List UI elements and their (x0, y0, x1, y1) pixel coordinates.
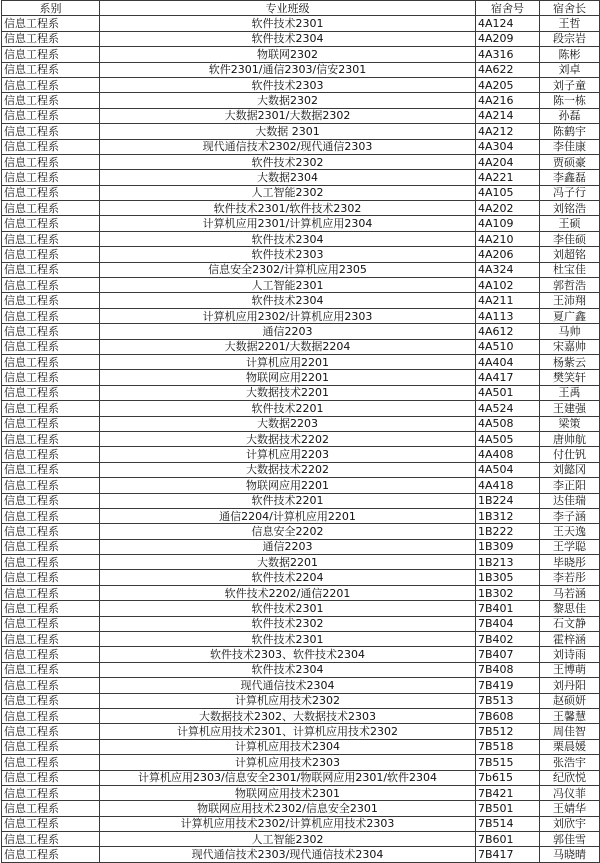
department-cell: 信息工程系 (2, 385, 100, 400)
class-cell: 计算机应用2301/计算机应用2304 (100, 216, 476, 231)
table-row (2, 755, 600, 770)
department-cell: 信息工程系 (2, 462, 100, 477)
table-row (2, 139, 600, 154)
class-cell: 物联网2302 (100, 47, 476, 62)
dorm-head-cell: 王博萌 (540, 662, 600, 677)
department-cell: 信息工程系 (2, 555, 100, 570)
table-row (2, 62, 600, 77)
class-cell: 软件技术2304 (100, 662, 476, 677)
class-cell: 大数据2301/大数据2302 (100, 108, 476, 123)
class-cell: 现代通信技术2303/现代通信技术2304 (100, 847, 476, 862)
dorm-head-cell: 杨紫云 (540, 354, 600, 369)
department-cell: 信息工程系 (2, 370, 100, 385)
class-cell: 大数据2201 (100, 555, 476, 570)
class-cell: 软件技术2304 (100, 31, 476, 46)
table-row (2, 431, 600, 446)
class-cell: 软件技术2302 (100, 154, 476, 169)
department-cell: 信息工程系 (2, 755, 100, 770)
class-cell: 大数据技术2302、大数据技术2303 (100, 708, 476, 723)
dorm-head-cell: 达佳瑞 (540, 493, 600, 508)
class-cell: 软件技术2303、软件技术2304 (100, 647, 476, 662)
department-cell: 信息工程系 (2, 124, 100, 139)
dorm-head-cell: 石文静 (540, 616, 600, 631)
department-cell: 信息工程系 (2, 339, 100, 354)
table-row (2, 170, 600, 185)
dorm-head-cell: 唐帅航 (540, 431, 600, 446)
department-cell: 信息工程系 (2, 493, 100, 508)
department-cell: 信息工程系 (2, 832, 100, 847)
table-row (2, 201, 600, 216)
department-cell: 信息工程系 (2, 139, 100, 154)
table-row (2, 293, 600, 308)
department-cell: 信息工程系 (2, 647, 100, 662)
room-cell: 7B514 (476, 816, 540, 831)
class-cell: 大数据技术2202 (100, 462, 476, 477)
table-row (2, 785, 600, 800)
room-cell: 4A408 (476, 447, 540, 462)
class-cell: 软件技术2304 (100, 231, 476, 246)
room-cell: 4A501 (476, 385, 540, 400)
class-cell: 软件技术2201 (100, 493, 476, 508)
table-row (2, 354, 600, 369)
dorm-head-cell: 夏广鑫 (540, 308, 600, 323)
dorm-head-cell: 贾硕豪 (540, 154, 600, 169)
table-row (2, 739, 600, 754)
table-row (2, 508, 600, 523)
table-row (2, 124, 600, 139)
class-cell: 大数据2302 (100, 93, 476, 108)
class-cell: 软件技术2202/通信2201 (100, 585, 476, 600)
dorm-head-cell: 郭佳雪 (540, 832, 600, 847)
room-cell: 7B608 (476, 708, 540, 723)
room-cell: 7B513 (476, 693, 540, 708)
table-row (2, 724, 600, 739)
room-cell: 4A216 (476, 93, 540, 108)
table-row (2, 770, 600, 785)
dorm-head-cell: 冯子行 (540, 185, 600, 200)
department-cell: 信息工程系 (2, 324, 100, 339)
dorm-head-cell: 王禹 (540, 385, 600, 400)
table-row (2, 108, 600, 123)
dorm-head-cell: 王建强 (540, 401, 600, 416)
column-header-department: 系别 (2, 1, 100, 16)
room-cell: 4A212 (476, 124, 540, 139)
table-row (2, 555, 600, 570)
dorm-head-cell: 杜宝佳 (540, 262, 600, 277)
department-cell: 信息工程系 (2, 724, 100, 739)
class-cell: 计算机应用2203 (100, 447, 476, 462)
room-cell: 4A205 (476, 77, 540, 92)
department-cell: 信息工程系 (2, 524, 100, 539)
table-row (2, 801, 600, 816)
room-cell: 4A304 (476, 139, 540, 154)
dorm-head-cell: 陈鹤宇 (540, 124, 600, 139)
class-cell: 计算机应用2302/计算机应用2303 (100, 308, 476, 323)
table-row (2, 662, 600, 677)
dorm-head-cell: 冯仪菲 (540, 785, 600, 800)
department-cell: 信息工程系 (2, 508, 100, 523)
dorm-head-cell: 刘子童 (540, 77, 600, 92)
department-cell: 信息工程系 (2, 216, 100, 231)
dorm-head-cell: 李正阳 (540, 478, 600, 493)
class-cell: 软件技术2302 (100, 616, 476, 631)
room-cell: 7B601 (476, 832, 540, 847)
class-cell: 计算机应用2303/信息安全2301/物联网应用2301/软件2304 (100, 770, 476, 785)
department-cell: 信息工程系 (2, 570, 100, 585)
class-cell: 计算机应用技术2302/计算机应用技术2303 (100, 816, 476, 831)
table-row (2, 262, 600, 277)
class-cell: 人工智能2301 (100, 278, 476, 293)
table-row (2, 647, 600, 662)
room-cell: 7B401 (476, 601, 540, 616)
dorm-head-cell: 王哲 (540, 16, 600, 31)
department-cell: 信息工程系 (2, 847, 100, 862)
department-cell: 信息工程系 (2, 278, 100, 293)
class-cell: 大数据技术2201 (100, 385, 476, 400)
column-header-room: 宿舍号 (476, 1, 540, 16)
class-cell: 人工智能2302 (100, 832, 476, 847)
dorm-head-cell: 刘卓 (540, 62, 600, 77)
class-cell: 人工智能2302 (100, 185, 476, 200)
dorm-head-cell: 刘欣宇 (540, 816, 600, 831)
table-row (2, 539, 600, 554)
dorm-head-cell: 孙磊 (540, 108, 600, 123)
department-cell: 信息工程系 (2, 601, 100, 616)
department-cell: 信息工程系 (2, 478, 100, 493)
class-cell: 物联网应用技术2301 (100, 785, 476, 800)
dorm-head-cell: 刘懿冈 (540, 462, 600, 477)
department-cell: 信息工程系 (2, 816, 100, 831)
class-cell: 软件技术2303 (100, 247, 476, 262)
department-cell: 信息工程系 (2, 708, 100, 723)
table-row (2, 616, 600, 631)
room-cell: 4A211 (476, 293, 540, 308)
class-cell: 现代通信技术2304 (100, 678, 476, 693)
table-row (2, 570, 600, 585)
class-cell: 大数据技术2202 (100, 431, 476, 446)
dorm-head-cell: 王沛翔 (540, 293, 600, 308)
dorm-head-cell: 霍梓涵 (540, 632, 600, 647)
dorm-head-cell: 周佳智 (540, 724, 600, 739)
department-cell: 信息工程系 (2, 108, 100, 123)
room-cell: 7B402 (476, 632, 540, 647)
room-cell: 7B408 (476, 662, 540, 677)
room-cell: 1B309 (476, 539, 540, 554)
room-cell: 4A109 (476, 216, 540, 231)
department-cell: 信息工程系 (2, 662, 100, 677)
room-cell: 1B312 (476, 508, 540, 523)
dorm-head-cell: 刘丹阳 (540, 678, 600, 693)
table-row (2, 154, 600, 169)
department-cell: 信息工程系 (2, 447, 100, 462)
room-cell: 7B515 (476, 755, 540, 770)
room-cell: 4A113 (476, 308, 540, 323)
class-cell: 计算机应用技术2301、计算机应用技术2302 (100, 724, 476, 739)
dorm-head-cell: 陈一栋 (540, 93, 600, 108)
dorm-head-cell: 王婧华 (540, 801, 600, 816)
department-cell: 信息工程系 (2, 154, 100, 169)
department-cell: 信息工程系 (2, 539, 100, 554)
room-cell: 7B407 (476, 647, 540, 662)
dorm-head-cell: 李鑫磊 (540, 170, 600, 185)
class-cell: 计算机应用2201 (100, 354, 476, 369)
dorm-head-cell: 王馨慧 (540, 708, 600, 723)
department-cell: 信息工程系 (2, 678, 100, 693)
table-row (2, 416, 600, 431)
class-cell: 软件技术2204 (100, 570, 476, 585)
department-cell: 信息工程系 (2, 401, 100, 416)
table-row (2, 31, 600, 46)
class-cell: 计算机应用技术2302 (100, 693, 476, 708)
department-cell: 信息工程系 (2, 62, 100, 77)
class-cell: 现代通信技术2302/现代通信2303 (100, 139, 476, 154)
room-cell: 1B213 (476, 555, 540, 570)
table-row (2, 847, 600, 862)
room-cell: 7B404 (476, 616, 540, 631)
department-cell: 信息工程系 (2, 693, 100, 708)
room-cell: 4A418 (476, 478, 540, 493)
department-cell: 信息工程系 (2, 201, 100, 216)
column-header-class: 专业班级 (100, 1, 476, 16)
room-cell: 4A206 (476, 247, 540, 262)
table-row (2, 278, 600, 293)
room-cell: 7B421 (476, 785, 540, 800)
class-cell: 软件技术2201 (100, 401, 476, 416)
department-cell: 信息工程系 (2, 247, 100, 262)
class-cell: 软件技术2301 (100, 601, 476, 616)
room-cell: 4A221 (476, 170, 540, 185)
room-cell: 7b615 (476, 770, 540, 785)
dorm-head-cell: 刘铭浩 (540, 201, 600, 216)
table-row (2, 370, 600, 385)
class-cell: 大数据2203 (100, 416, 476, 431)
class-cell: 物联网应用2201 (100, 478, 476, 493)
room-cell: 4A316 (476, 47, 540, 62)
dorm-head-cell: 马帅 (540, 324, 600, 339)
room-cell: 4A612 (476, 324, 540, 339)
table-row (2, 216, 600, 231)
room-cell: 7B417 (476, 847, 540, 862)
class-cell: 大数据2304 (100, 170, 476, 185)
header-row (2, 1, 600, 16)
table-row (2, 585, 600, 600)
class-cell: 计算机应用技术2303 (100, 755, 476, 770)
room-cell: 1B224 (476, 493, 540, 508)
class-cell: 软件技术2303 (100, 77, 476, 92)
room-cell: 4A404 (476, 354, 540, 369)
department-cell: 信息工程系 (2, 31, 100, 46)
room-cell: 1B302 (476, 585, 540, 600)
class-cell: 软件2301/通信2303/信安2301 (100, 62, 476, 77)
table-row (2, 832, 600, 847)
room-cell: 1B222 (476, 524, 540, 539)
department-cell: 信息工程系 (2, 416, 100, 431)
department-cell: 信息工程系 (2, 93, 100, 108)
table-row (2, 247, 600, 262)
room-cell: 4A202 (476, 201, 540, 216)
department-cell: 信息工程系 (2, 77, 100, 92)
table-row (2, 478, 600, 493)
department-cell: 信息工程系 (2, 262, 100, 277)
table-row (2, 16, 600, 31)
department-cell: 信息工程系 (2, 632, 100, 647)
table-row (2, 385, 600, 400)
table-row (2, 185, 600, 200)
room-cell: 7B512 (476, 724, 540, 739)
table-row (2, 77, 600, 92)
dorm-head-cell: 宋嘉帅 (540, 339, 600, 354)
dorm-head-cell: 张浩宇 (540, 755, 600, 770)
table-row (2, 93, 600, 108)
department-cell: 信息工程系 (2, 293, 100, 308)
table-row (2, 493, 600, 508)
department-cell: 信息工程系 (2, 431, 100, 446)
room-cell: 4A622 (476, 62, 540, 77)
room-cell: 4A204 (476, 154, 540, 169)
department-cell: 信息工程系 (2, 185, 100, 200)
department-cell: 信息工程系 (2, 585, 100, 600)
class-cell: 通信2203 (100, 539, 476, 554)
department-cell: 信息工程系 (2, 616, 100, 631)
dorm-head-cell: 刘超铭 (540, 247, 600, 262)
class-cell: 信息安全2202 (100, 524, 476, 539)
table-row (2, 601, 600, 616)
class-cell: 软件技术2301/软件技术2302 (100, 201, 476, 216)
dorm-head-cell: 黎思佳 (540, 601, 600, 616)
room-cell: 4A510 (476, 339, 540, 354)
room-cell: 4A417 (476, 370, 540, 385)
dorm-head-cell: 付仕钒 (540, 447, 600, 462)
room-cell: 4A209 (476, 31, 540, 46)
department-cell: 信息工程系 (2, 47, 100, 62)
table-body (2, 16, 600, 862)
department-cell: 信息工程系 (2, 231, 100, 246)
table-row (2, 308, 600, 323)
room-cell: 7B501 (476, 801, 540, 816)
class-cell: 物联网应用技术2302/信息安全2301 (100, 801, 476, 816)
dorm-head-cell: 段宗岩 (540, 31, 600, 46)
dorm-head-cell: 赵硕妍 (540, 693, 600, 708)
table-row (2, 462, 600, 477)
table-row (2, 708, 600, 723)
dorm-head-cell: 纪欣悦 (540, 770, 600, 785)
room-cell: 4A504 (476, 462, 540, 477)
table-row (2, 447, 600, 462)
dorm-head-cell: 李若彤 (540, 570, 600, 585)
room-cell: 4A508 (476, 416, 540, 431)
room-cell: 7B518 (476, 739, 540, 754)
dorm-head-cell: 毕晓彤 (540, 555, 600, 570)
table-row (2, 632, 600, 647)
column-header-dorm-head: 宿舍长 (540, 1, 600, 16)
dorm-head-cell: 王硕 (540, 216, 600, 231)
dormitory-table (1, 0, 600, 863)
class-cell: 软件技术2304 (100, 293, 476, 308)
table-row (2, 231, 600, 246)
table-row (2, 324, 600, 339)
room-cell: 4A524 (476, 401, 540, 416)
department-cell: 信息工程系 (2, 785, 100, 800)
room-cell: 1B305 (476, 570, 540, 585)
class-cell: 大数据2201/大数据2204 (100, 339, 476, 354)
class-cell: 大数据 2301 (100, 124, 476, 139)
room-cell: 4A102 (476, 278, 540, 293)
department-cell: 信息工程系 (2, 308, 100, 323)
dorm-head-cell: 马晓晴 (540, 847, 600, 862)
room-cell: 7B419 (476, 678, 540, 693)
table-row (2, 678, 600, 693)
table-row (2, 339, 600, 354)
class-cell: 软件技术2301 (100, 16, 476, 31)
dorm-head-cell: 马若涵 (540, 585, 600, 600)
room-cell: 4A124 (476, 16, 540, 31)
dorm-head-cell: 王学聪 (540, 539, 600, 554)
dorm-head-cell: 李佳康 (540, 139, 600, 154)
class-cell: 软件技术2301 (100, 632, 476, 647)
room-cell: 4A210 (476, 231, 540, 246)
class-cell: 通信2203 (100, 324, 476, 339)
table-row (2, 401, 600, 416)
department-cell: 信息工程系 (2, 16, 100, 31)
dorm-head-cell: 陈彬 (540, 47, 600, 62)
department-cell: 信息工程系 (2, 739, 100, 754)
department-cell: 信息工程系 (2, 801, 100, 816)
dorm-head-cell: 刘诗雨 (540, 647, 600, 662)
class-cell: 通信2204/计算机应用2201 (100, 508, 476, 523)
class-cell: 信息安全2302/计算机应用2305 (100, 262, 476, 277)
dorm-head-cell: 梁策 (540, 416, 600, 431)
dorm-head-cell: 李子涵 (540, 508, 600, 523)
table-row (2, 524, 600, 539)
room-cell: 4A324 (476, 262, 540, 277)
room-cell: 4A105 (476, 185, 540, 200)
room-cell: 4A214 (476, 108, 540, 123)
class-cell: 物联网应用2201 (100, 370, 476, 385)
table-row (2, 47, 600, 62)
dorm-head-cell: 郭哲浩 (540, 278, 600, 293)
department-cell: 信息工程系 (2, 354, 100, 369)
table-row (2, 693, 600, 708)
dorm-head-cell: 樊笑轩 (540, 370, 600, 385)
dorm-head-cell: 栗晨媛 (540, 739, 600, 754)
dorm-head-cell: 王天逸 (540, 524, 600, 539)
dorm-head-cell: 李佳硕 (540, 231, 600, 246)
department-cell: 信息工程系 (2, 770, 100, 785)
department-cell: 信息工程系 (2, 170, 100, 185)
class-cell: 计算机应用技术2304 (100, 739, 476, 754)
room-cell: 4A505 (476, 431, 540, 446)
